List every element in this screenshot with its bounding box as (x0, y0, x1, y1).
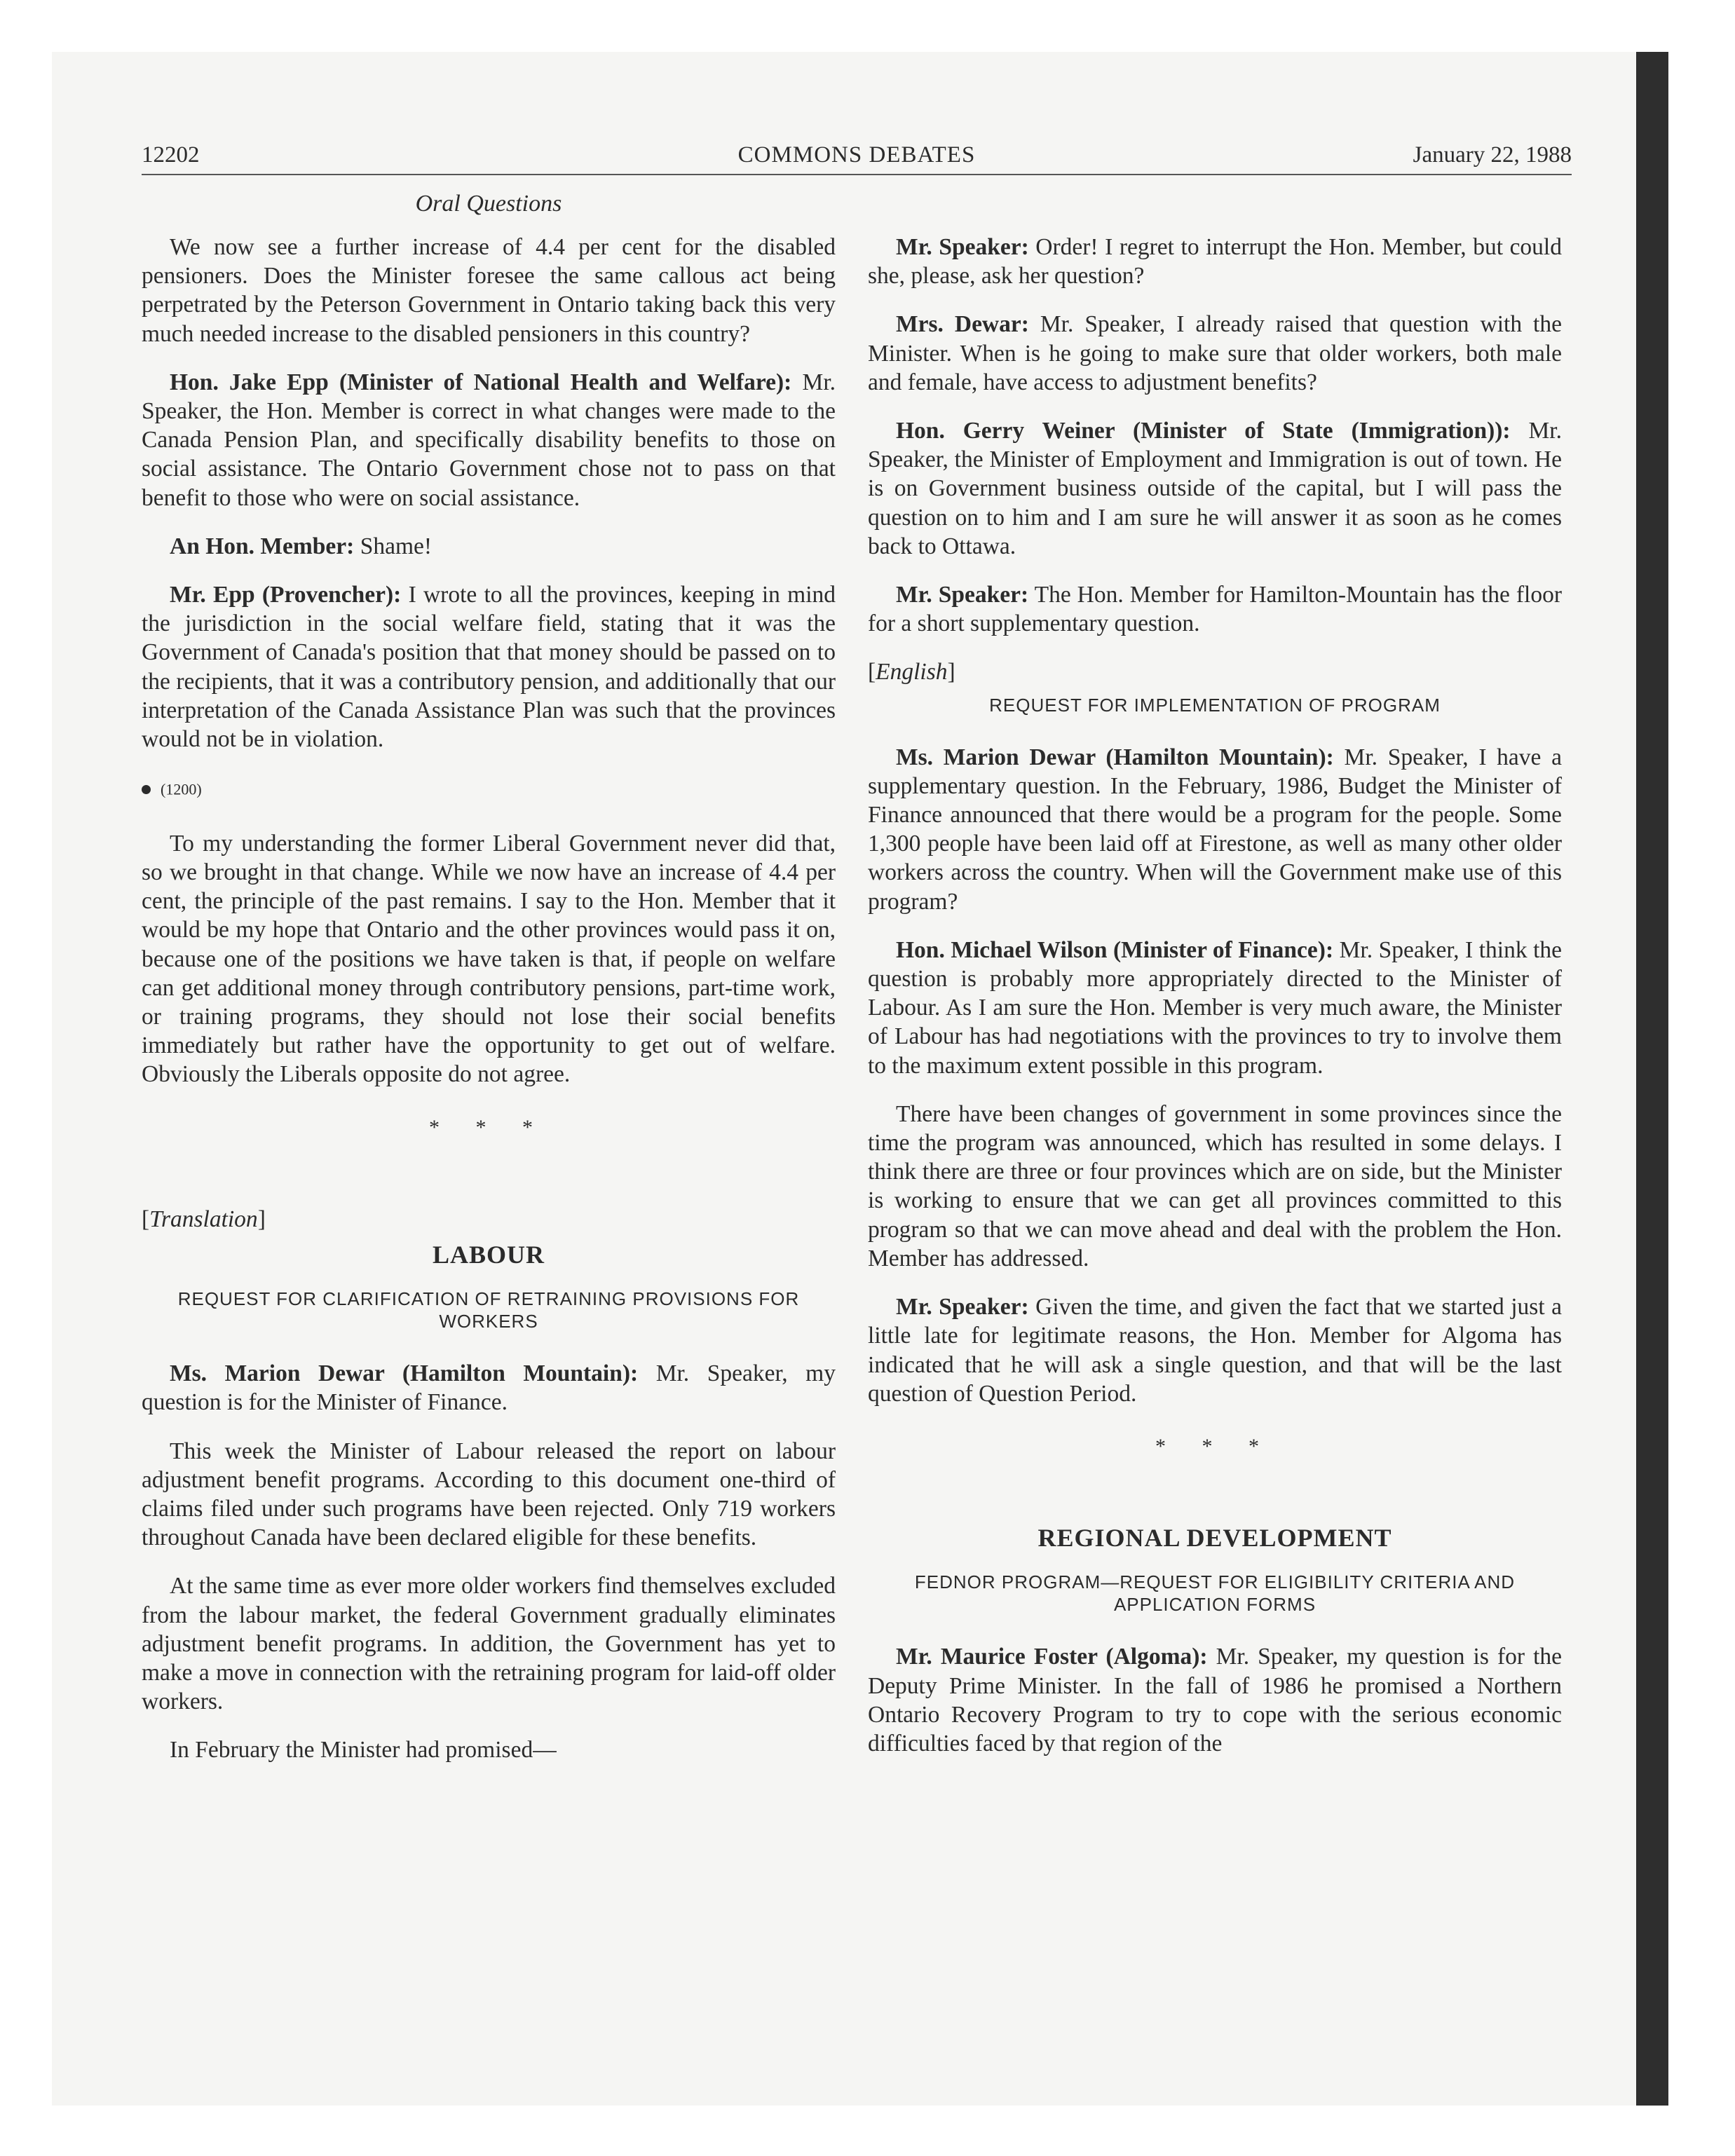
speaker-name: Mr. Speaker: (896, 1294, 1029, 1321)
speech-text: Mr. Speaker, I think the question is probably more appropriately directed to the Minister of Labour. As I am sure the Hon. Member is very much aware, the Minister of Labour has had negotiations with the provinces to try to involve them to the maximum extent possible in this program. (868, 936, 1563, 1079)
speech-text: Mr. Speaker, I already raised that question with the Minister. When is he going to make sure that older workers, both male and female, have access to adjustment benefits? (868, 311, 1562, 395)
section-title: REGIONAL DEVELOPMENT (1037, 1524, 1392, 1553)
speech-text: Given the time, and given the fact that we started just a little late for legitimate reasons, the Hon. Member for Algoma has indicated that he will ask a single question, and that will be the last question of Question Period. (868, 1294, 1562, 1407)
paragraph: This week the Minister of Labour released the report on labour adjustment benefit programs. According to this document one-third of claims filed under such programs have been rejected. Only 719 workers throughout Canada have been declared eligible for these benefits. (142, 1438, 836, 1551)
speech (868, 1292, 1562, 1408)
paragraph: In February the Minister had promised— (170, 1737, 557, 1763)
speaker-name: Ms. Marion Dewar (Hamilton Mountain): (170, 1360, 639, 1387)
speech-text: The Hon. Member for Hamilton-Mountain has the floor for a short supplementary question. (868, 582, 1562, 637)
speech-text: Mr. Speaker, the Minister of Employment and Immigration is out of town. He is on Government business outside of the capital, but I will pass the question on to him and I am sure he will answer it as soon as he comes back to Ottawa. (868, 418, 1562, 559)
speech-text: Mr. Speaker, I have a supplementary question. In the February, 1986, Budget the Minister of Finance announced that there would be a program for the people. Some 1,300 people have been laid off at Firestone, as well as many other older workers across the country. When will the Government make use of this program? (868, 744, 1562, 915)
speech (868, 416, 1562, 561)
speech (868, 936, 1562, 1080)
speaker-name: Mrs. Dewar: (896, 311, 1029, 338)
speaker-name: Mr. Speaker: (896, 234, 1029, 260)
section-running-header: Oral Questions (415, 191, 562, 217)
speech (142, 580, 836, 753)
section-divider: * * * (429, 1115, 548, 1139)
section-title: LABOUR (432, 1241, 545, 1269)
speech (142, 368, 836, 512)
section-divider: * * * (1155, 1434, 1274, 1458)
language-tag: [Translation] (142, 1206, 266, 1232)
paragraph: There have been changes of government in some provinces since the time the program was announced, which has resulted in some delays. I think there are three or four provinces which are on side, but the Minister is working to ensure that we can get all provinces committed to this program so that we can move ahead and deal with the problem the Hon. Member has addressed. (868, 1100, 1562, 1271)
language-tag-text: Translation (149, 1206, 258, 1232)
speech-text: I wrote to all the provinces, keeping in mind the jurisdiction in the social welfare field, stating that it was the Government of Canada's position that that money should be passed on to the recipients, that it was a contributory pension, and additionally that our interpretation of the Canada Assistance Plan was such that the provinces would not be in violation. (142, 582, 836, 753)
speech (142, 1359, 836, 1417)
speech-text: Mr. Speaker, my question is for the Deputy Prime Minister. In the fall of 1986 he promised a Northern Ontario Recovery Program to try to cope with the serious economic difficulties faced by that region of the (868, 1644, 1562, 1756)
speech (868, 1642, 1562, 1758)
speaker-name: Hon. Gerry Weiner (Minister of State (Immigration)): (896, 418, 1511, 444)
left-column (142, 233, 836, 1785)
page-header (142, 139, 1572, 175)
bullet-icon (142, 785, 151, 794)
section-subtitle: REQUEST FOR CLARIFICATION OF RETRAINING PROVISIONS FOR WORKERS (177, 1288, 800, 1332)
speech-text: Mr. Speaker, my question is for the Minister of Finance. (142, 1360, 836, 1416)
speaker-name: Hon. Michael Wilson (Minister of Finance): (896, 936, 1334, 963)
time-marker (142, 773, 836, 804)
speech (868, 233, 1562, 290)
speaker-name: An Hon. Member: (170, 533, 355, 559)
page-number: 12202 (142, 142, 200, 168)
speaker-name: Mr. Speaker: (896, 582, 1029, 608)
paragraph: We now see a further increase of 4.4 per cent for the disabled pensioners. Does the Minister foresee the same callous act being perpetrated by the Peterson Government in Ontario taking back this very much needed increase to the disabled pensioners in this country? (142, 234, 836, 347)
publication-date: January 22, 1988 (1413, 142, 1572, 168)
speech (142, 532, 836, 561)
language-tag-text: English (876, 659, 948, 685)
speaker-name: Mr. Epp (Provencher): (170, 582, 402, 608)
publication-title: COMMONS DEBATES (737, 142, 976, 168)
right-column (868, 233, 1562, 1778)
section-subtitle: REQUEST FOR IMPLEMENTATION OF PROGRAM (989, 694, 1441, 716)
speech (868, 310, 1562, 397)
speech-text: Order! I regret to interrupt the Hon. Member, but could she, please, ask her question? (868, 234, 1562, 289)
binding-edge (1636, 52, 1668, 2106)
speech (868, 580, 1562, 638)
speech-text: Mr. Speaker, the Hon. Member is correct in what changes were made to the Canada Pension Plan, and specifically disability benefits to those on social assistance. The Ontario Government chose not to pass on that benefit to those who were on social assistance. (142, 369, 836, 511)
speaker-name: Mr. Maurice Foster (Algoma): (896, 1644, 1208, 1670)
time-stamp: (1200) (161, 780, 202, 798)
section-subtitle: FEDNOR PROGRAM—REQUEST FOR ELIGIBILITY CRITERIA AND APPLICATION FORMS (914, 1571, 1516, 1616)
speaker-name: Ms. Marion Dewar (Hamilton Mountain): (896, 744, 1334, 770)
paragraph: At the same time as ever more older workers find themselves excluded from the labour market, the federal Government gradually eliminates adjustment benefit programs. In addition, the Government has yet to make a move in connection with the retraining program for laid-off older workers. (142, 1573, 836, 1715)
speech-text: Shame! (354, 533, 433, 559)
speech (868, 743, 1562, 916)
language-tag: [English] (868, 659, 955, 685)
paragraph: To my understanding the former Liberal Government never did that, so we brought in that change. While we now have an increase of 4.4 per cent, the principle of the past remains. I say to the Hon. Member that it would be my hope that Ontario and the other provinces would pass it on, because one of the positions we have taken is that, if people on welfare can get additional money through contributory pensions, part-time work, or training programs, they should not lose their social benefits immediately but rather have the opportunity to get out of welfare. Obviously the Liberals opposite do not agree. (142, 830, 836, 1088)
speaker-name: Hon. Jake Epp (Minister of National Health and Welfare): (170, 369, 792, 395)
